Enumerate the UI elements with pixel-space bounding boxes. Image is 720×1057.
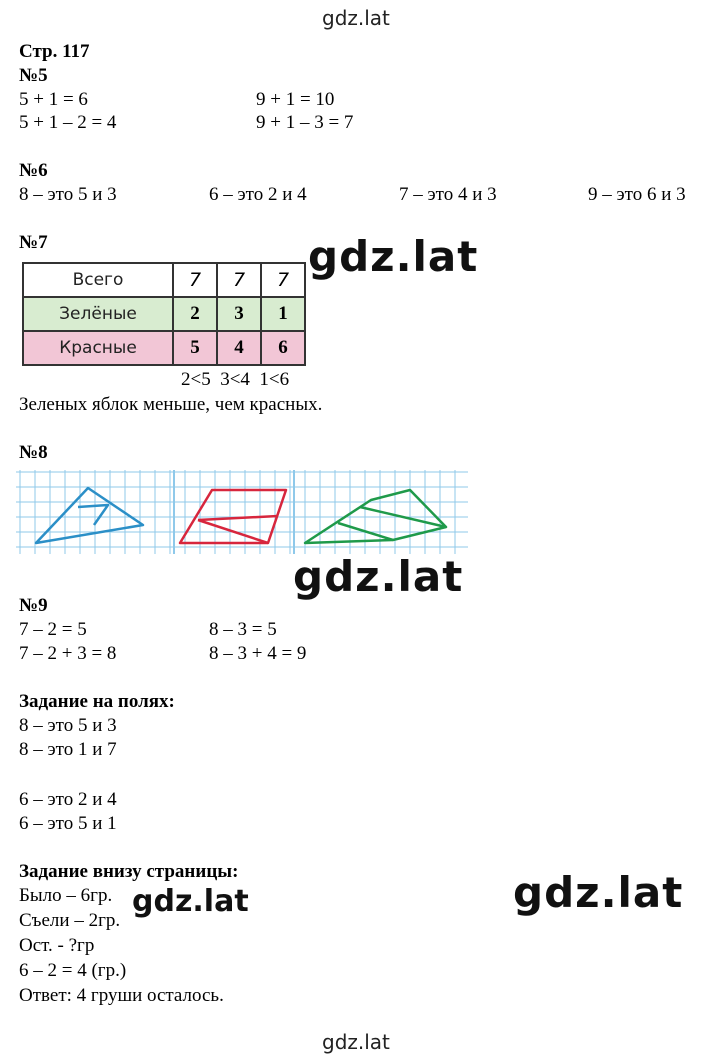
watermark-1: gdz.lat — [308, 232, 479, 281]
task-5-heading: №5 — [19, 65, 48, 86]
bottom-task-line: Было – 6гр. — [19, 885, 113, 906]
bottom-task-heading: Задание внизу страницы: — [19, 861, 239, 882]
watermark-4: gdz.lat — [513, 868, 684, 917]
table-row — [23, 263, 305, 297]
cell-value: 3 — [217, 297, 261, 331]
cell-value: 7 — [173, 263, 217, 297]
shapes-grid-figure — [16, 470, 468, 559]
table-row — [23, 331, 305, 365]
row-label: Всего — [23, 263, 173, 297]
task-9-line: 7 – 2 = 5 — [19, 619, 87, 640]
task-5-line: 9 + 1 = 10 — [256, 89, 335, 110]
task-6-item: 9 – это 6 и 3 — [588, 184, 686, 205]
bottom-task-line: Ост. - ?гр — [19, 935, 95, 956]
page-title: Стр. 117 — [19, 41, 90, 62]
margins-line: 8 – это 1 и 7 — [19, 739, 117, 760]
cell-value: 7 — [217, 263, 261, 297]
watermark-2: gdz.lat — [293, 552, 464, 601]
comparison-line: 2<5 3<4 1<6 — [181, 369, 290, 390]
watermark-3: gdz.lat — [132, 884, 249, 919]
row-label: Красные — [23, 331, 173, 365]
task-5-line: 5 + 1 = 6 — [19, 89, 88, 110]
task-5-line: 9 + 1 – 3 = 7 — [256, 112, 354, 133]
task-6-heading: №6 — [19, 160, 48, 181]
cell-value: 6 — [261, 331, 305, 365]
row-label: Зелёные — [23, 297, 173, 331]
task-6-item: 7 – это 4 и 3 — [399, 184, 497, 205]
margins-line: 6 – это 2 и 4 — [19, 789, 117, 810]
cell-value: 1 — [261, 297, 305, 331]
task-6-item: 6 – это 2 и 4 — [209, 184, 307, 205]
bottom-task-line: 6 – 2 = 4 (гр.) — [19, 960, 127, 981]
task-5-line: 5 + 1 – 2 = 4 — [19, 112, 117, 133]
task-9-line: 8 – 3 = 5 — [209, 619, 277, 640]
grid-lines — [16, 470, 468, 554]
blue-triangle — [36, 488, 143, 543]
cell-value: 4 — [217, 331, 261, 365]
task-7-heading: №7 — [19, 232, 48, 253]
bottom-task-line: Съели – 2гр. — [19, 910, 121, 931]
task-9-line: 7 – 2 + 3 = 8 — [19, 643, 117, 664]
margins-task-heading: Задание на полях: — [19, 691, 175, 712]
margins-line: 8 – это 5 и 3 — [19, 715, 117, 736]
task-6-item: 8 – это 5 и 3 — [19, 184, 117, 205]
apples-table — [22, 262, 306, 366]
bottom-task-line: Ответ: 4 груши осталось. — [19, 985, 224, 1006]
cell-value: 7 — [261, 263, 305, 297]
task-8-heading: №8 — [19, 442, 48, 463]
conclusion-text: Зеленых яблок меньше, чем красных. — [19, 394, 323, 415]
task-9-line: 8 – 3 + 4 = 9 — [209, 643, 307, 664]
dividers — [174, 470, 294, 554]
table-row — [23, 297, 305, 331]
task-9-heading: №9 — [19, 595, 48, 616]
cell-value: 5 — [173, 331, 217, 365]
margins-line: 6 – это 5 и 1 — [19, 813, 117, 834]
cell-value: 2 — [173, 297, 217, 331]
watermark-top: gdz.lat — [322, 6, 390, 30]
watermark-bottom: gdz.lat — [322, 1030, 390, 1054]
